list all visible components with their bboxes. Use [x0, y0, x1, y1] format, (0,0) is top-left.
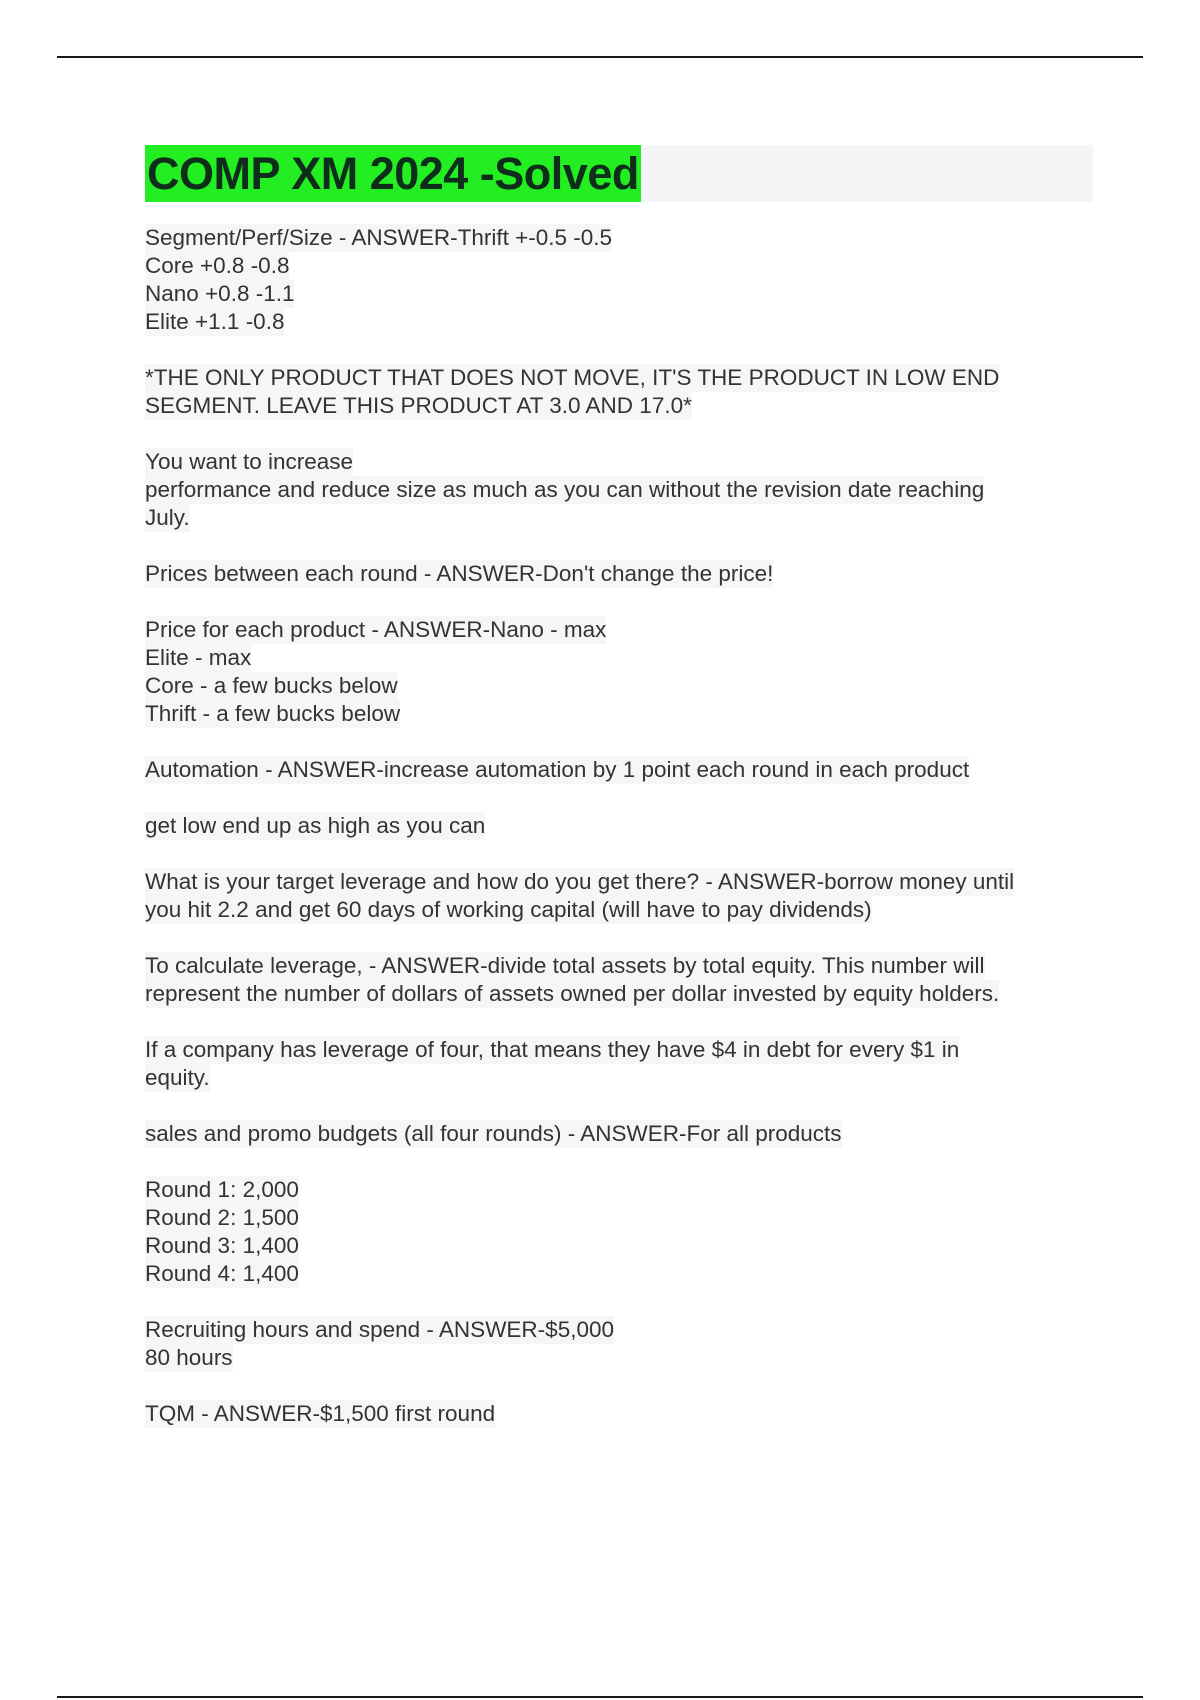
text-line: Round 1: 2,000	[145, 1177, 299, 1202]
title-band	[145, 145, 1093, 202]
text-line: Prices between each round - ANSWER-Don't change the price!	[145, 561, 774, 586]
text-line: Thrift - a few bucks below	[145, 701, 401, 726]
text-line: *THE ONLY PRODUCT THAT DOES NOT MOVE, IT'S THE PRODUCT IN LOW END	[145, 365, 1000, 390]
text-line: Round 3: 1,400	[145, 1233, 299, 1258]
text-line: Core - a few bucks below	[145, 673, 398, 698]
bottom-rule	[57, 1696, 1143, 1698]
text-line: You want to increase	[145, 449, 354, 474]
text-line: Segment/Perf/Size - ANSWER-Thrift +-0.5 -0.5	[145, 225, 613, 250]
text-line: performance and reduce size as much as you can without the revision date reaching	[145, 477, 985, 502]
text-line: Round 4: 1,400	[145, 1261, 299, 1286]
text-line: SEGMENT. LEAVE THIS PRODUCT AT 3.0 AND 17.0*	[145, 393, 692, 418]
qa-block	[145, 868, 1095, 924]
text-line: If a company has leverage of four, that means they have $4 in debt for every $1 in	[145, 1037, 960, 1062]
text-line: Nano +0.8 -1.1	[145, 281, 295, 306]
text-line: July.	[145, 505, 190, 530]
text-line: Elite +1.1 -0.8	[145, 309, 285, 334]
document-title: COMP XM 2024 -Solved	[145, 145, 641, 202]
top-rule	[57, 56, 1143, 58]
text-line: represent the number of dollars of assets owned per dollar invested by equity holders.	[145, 981, 1000, 1006]
document-body	[145, 145, 1095, 1456]
qa-block	[145, 1176, 1095, 1288]
qa-block	[145, 1400, 1095, 1428]
qa-block	[145, 224, 1095, 336]
text-line: you hit 2.2 and get 60 days of working capital (will have to pay dividends)	[145, 897, 872, 922]
qa-block	[145, 952, 1095, 1008]
qa-block	[145, 1036, 1095, 1092]
qa-block	[145, 1120, 1095, 1148]
text-line: Round 2: 1,500	[145, 1205, 299, 1230]
qa-block	[145, 812, 1095, 840]
text-line: Price for each product - ANSWER-Nano - max	[145, 617, 607, 642]
qa-block	[145, 616, 1095, 728]
text-line: get low end up as high as you can	[145, 813, 486, 838]
text-line: Core +0.8 -0.8	[145, 253, 290, 278]
qa-block	[145, 1316, 1095, 1372]
qa-block	[145, 448, 1095, 532]
answer-list	[145, 224, 1095, 1428]
qa-block	[145, 364, 1095, 420]
text-line: What is your target leverage and how do you get there? - ANSWER-borrow money until	[145, 869, 1015, 894]
text-line: equity.	[145, 1065, 210, 1090]
text-line: sales and promo budgets (all four rounds) - ANSWER-For all products	[145, 1121, 842, 1146]
qa-block	[145, 756, 1095, 784]
text-line: TQM - ANSWER-$1,500 first round	[145, 1401, 496, 1426]
text-line: Automation - ANSWER-increase automation by 1 point each round in each product	[145, 757, 970, 782]
text-line: To calculate leverage, - ANSWER-divide total assets by total equity. This number will	[145, 953, 985, 978]
text-line: Recruiting hours and spend - ANSWER-$5,000	[145, 1317, 614, 1342]
text-line: Elite - max	[145, 645, 252, 670]
qa-block	[145, 560, 1095, 588]
text-line: 80 hours	[145, 1345, 233, 1370]
